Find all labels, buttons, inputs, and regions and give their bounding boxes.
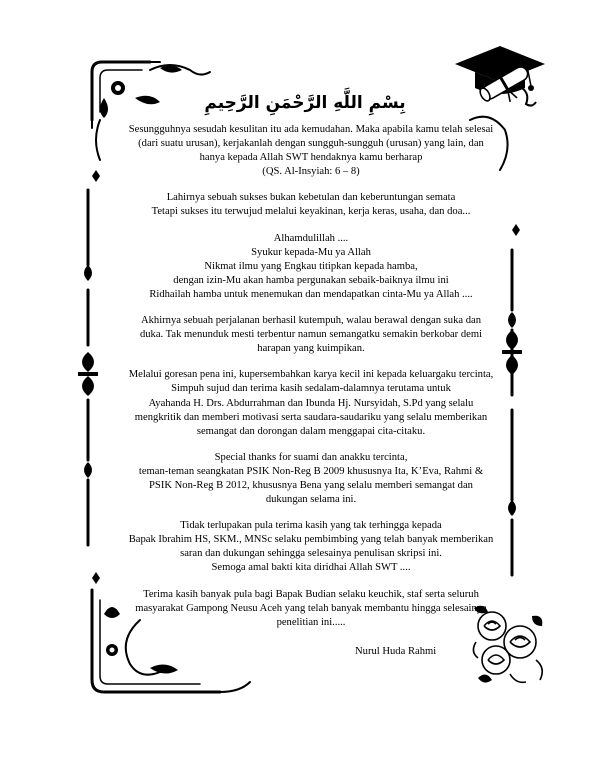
supervisor-thanks-paragraph (106, 519, 516, 575)
text-line: Ayahanda H. Drs. Abdurrahman dan Ibunda Hj. Nursyidah, S.Pd yang selalu (148, 397, 474, 409)
text-line: dukungan selama ini. (265, 494, 357, 506)
text-line: duka. Tak menunduk mesti terbentur namun semangatku semakin berkobar demi (139, 329, 483, 341)
text-line: harapan yang kuimpikan. (257, 343, 365, 355)
text-line: mengkritik dan memberi motivasi serta saudara-saudariku yang selalu memberikan (134, 411, 488, 423)
text-line: Lahirnya sebuah sukses bukan kebetulan dan keberuntungan semata (166, 192, 456, 204)
text-line: dengan izin-Mu akan hamba pergunakan sebaik-baiknya ilmu ini (173, 274, 449, 286)
text-line: Terima kasih banyak pula bagi Bapak Budian selaku keuchik, staf serta seluruh (143, 588, 479, 600)
text-line: saran dan dukungan sehingga selesainya penulisan skripsi ini. (180, 548, 442, 560)
text-line: (dari suatu urusan), kerjakanlah dengan sungguh-sungguh (urusan) yang lain, dan (138, 138, 484, 150)
text-line: Semoga amal bakti kita diridhai Allah SWT .... (211, 562, 411, 574)
text-line: PSIK Non-Reg B 2012, khususnya Bena yang selalu memberi semangat dan (149, 479, 473, 491)
text-line: Ridhailah hamba untuk menemukan dan mendapatkan cinta-Mu ya Allah .... (149, 288, 473, 300)
success-quote-paragraph (106, 191, 516, 219)
text-line: Syukur kepada-Mu ya Allah (251, 246, 371, 258)
family-dedication-paragraph (106, 368, 516, 438)
basmala-text: بِسْمِ اللَّهِ الرَّحْمَنِ الرَّحِيمِ (204, 93, 406, 113)
text-line: Akhirnya sebuah perjalanan berhasil kutempuh, walau berawal dengan suka dan (140, 315, 482, 327)
text-line: Bapak Ibrahim HS, SKM., MNSc selaku pembimbing yang telah banyak memberikan (128, 534, 494, 546)
text-line: teman-teman seangkatan PSIK Non-Reg B 2009 khususnya Ita, K’Eva, Rahmi & (138, 465, 484, 477)
text-line: Alhamdulillah .... (273, 232, 349, 244)
text-line: semangat dan dorongan dalam menggapai cita-citaku. (196, 425, 426, 437)
text-line: masyarakat Gampong Neusu Aceh yang telah banyak membantu hingga selesainya (135, 602, 487, 614)
text-line: Sesungguhnya sesudah kesulitan itu ada kemudahan. Maka apabila kamu telah selesai (128, 124, 494, 135)
text-line: Nikmat ilmu yang Engkau titipkan kepada hamba, (204, 260, 418, 272)
author-signature: Nurul Huda Rahmi (355, 646, 437, 657)
text-line: Tidak terlupakan pula terima kasih yang tak terhingga kepada (180, 520, 442, 532)
text-line: Special thanks for suami dan anakku tercinta, (214, 451, 408, 463)
special-thanks-paragraph (106, 451, 516, 507)
dedication-text (106, 123, 516, 642)
community-thanks-paragraph (106, 588, 516, 630)
gratitude-paragraph (106, 232, 516, 302)
diploma-scroll-icon (470, 58, 540, 108)
text-line: Simpuh sujud dan terima kasih sedalam-dalamnya terutama untuk (171, 383, 451, 395)
text-line: Tetapi sukses itu terwujud melalui keyakinan, kerja keras, usaha, dan doa... (151, 206, 471, 218)
quran-quote-paragraph (106, 123, 516, 179)
text-line: (QS. Al-Insyiah: 6 – 8) (262, 166, 360, 178)
basmala-calligraphy (200, 82, 410, 118)
journey-paragraph (106, 314, 516, 356)
text-line: hanya kepada Allah SWT hendaknya kamu berharap (199, 152, 423, 164)
text-line: Melalui goresan pena ini, kupersembahkan karya kecil ini kepada keluargaku tercinta, (128, 369, 494, 381)
text-line: penelitian ini..... (276, 616, 346, 628)
